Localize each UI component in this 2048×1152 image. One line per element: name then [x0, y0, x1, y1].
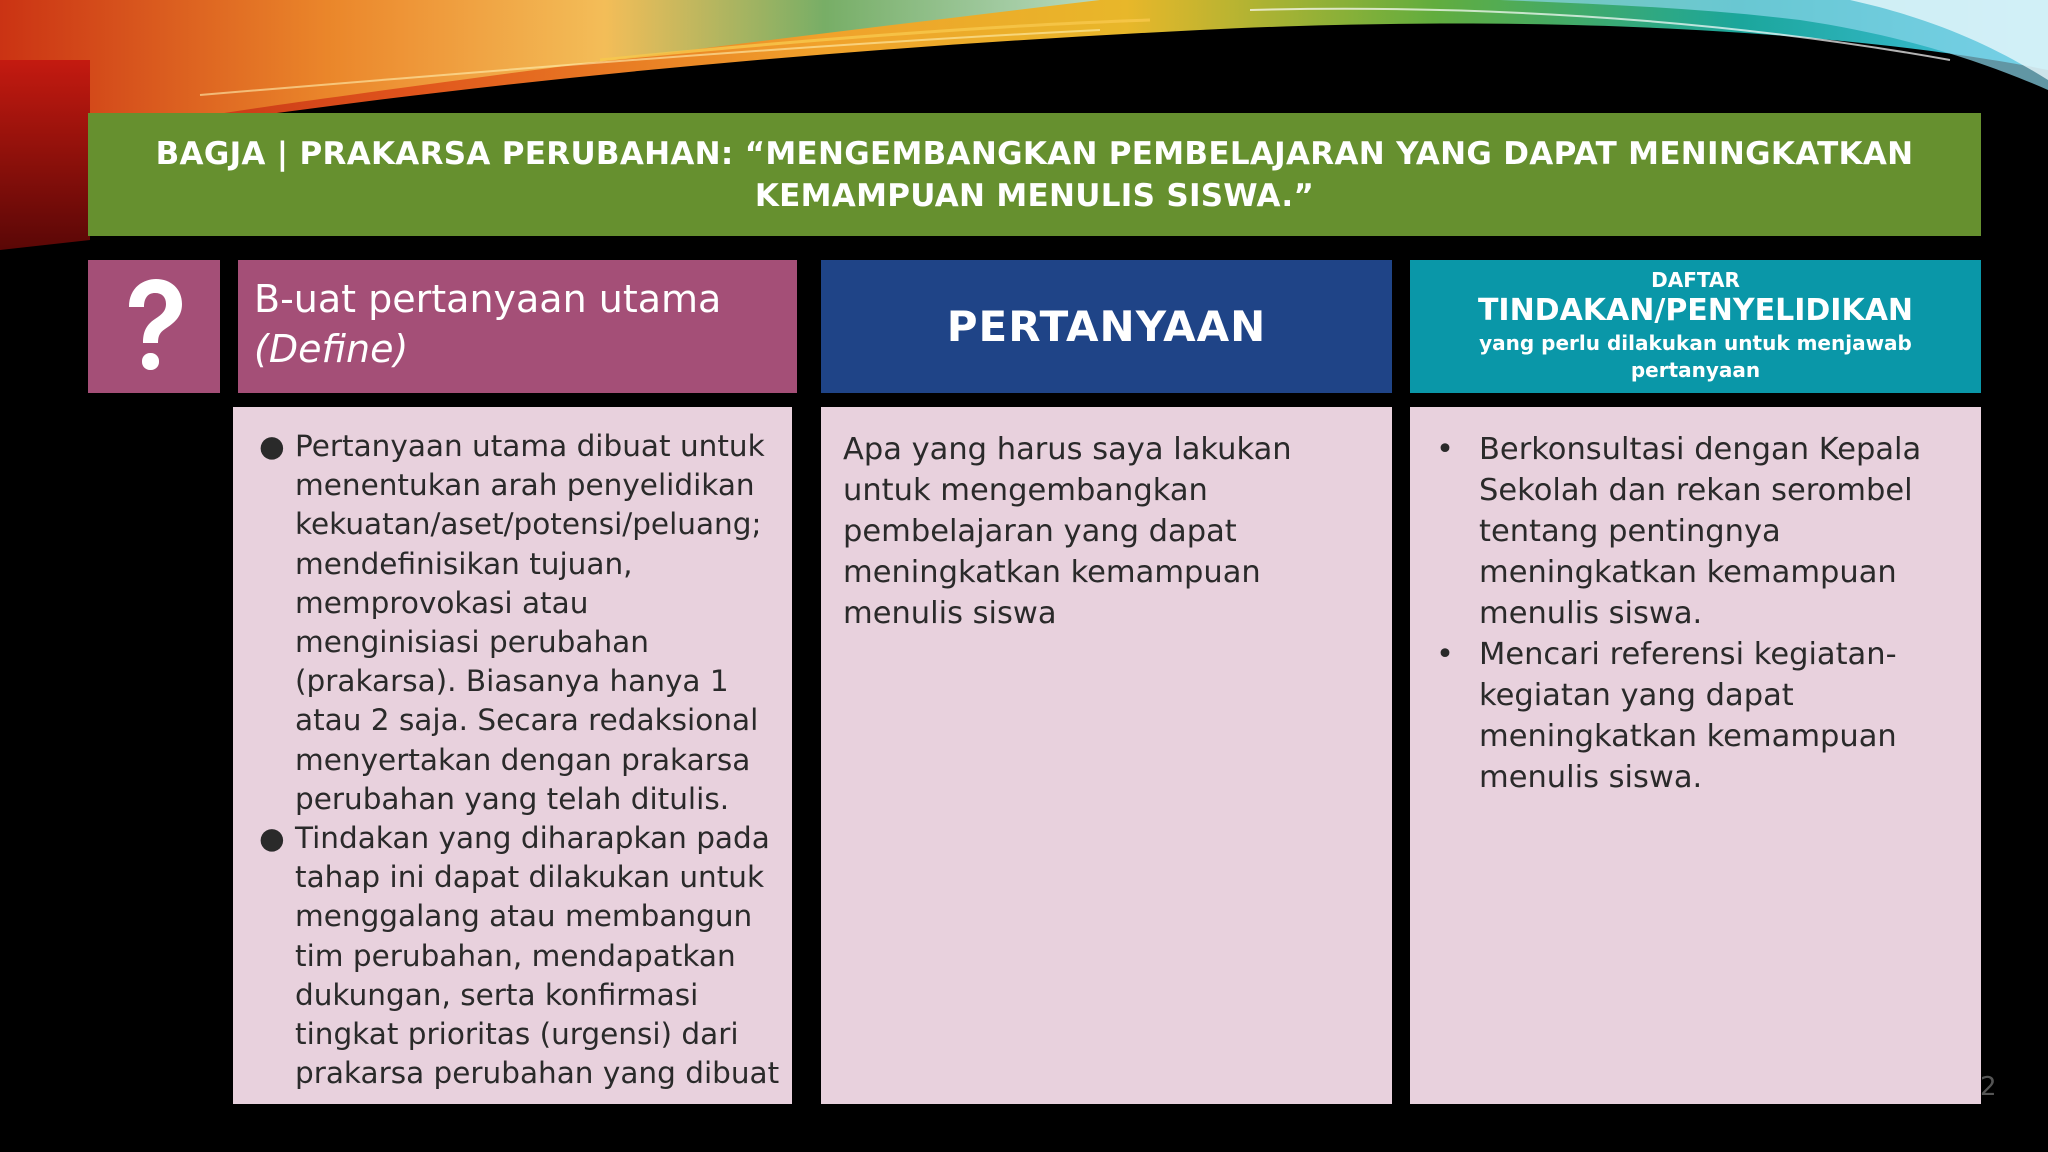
- action-list-header-line2: TINDAKAN/PENYELIDIKAN: [1477, 293, 1914, 328]
- define-header-title: B-uat pertanyaan utama: [254, 277, 722, 321]
- define-body: [233, 407, 792, 1104]
- bullet-icon: •: [1436, 432, 1454, 467]
- action-list-header-line3: yang perlu dilakukan untuk menjawab: [1479, 331, 1912, 355]
- question-mark-icon: [119, 277, 189, 377]
- define-header: [238, 260, 797, 393]
- question-text: Apa yang harus saya lakukan untuk mengembangkan pembelajaran yang dapat meningkatkan kemampuan menulis siswa: [843, 432, 1292, 631]
- question-header: [821, 260, 1392, 393]
- list-item-text: Berkonsultasi dengan Kepala Sekolah dan rekan serombel tentang pentingnya meningkatkan kemampuan menulis siswa.: [1479, 432, 1922, 631]
- list-item: [255, 427, 780, 819]
- define-bullet-list: [255, 427, 780, 1093]
- list-item: [1428, 634, 1967, 798]
- list-item-text: Tindakan yang diharapkan pada tahap ini dapat dilakukan untuk menggalang atau membangun tim perubahan, mendapatkan dukungan, serta konfirmasi tingkat prioritas (urgensi) dari prakarsa perubahan yang dibuat: [295, 821, 780, 1091]
- slide-title-line1: BAGJA | PRAKARSA PERUBAHAN: “MENGEMBANGKAN PEMBELAJARAN YANG DAPAT MENINGKATKAN: [155, 135, 1914, 172]
- slide-title-line2: KEMAMPUAN MENULIS SISWA.”: [754, 177, 1315, 214]
- slide-title: [88, 113, 1981, 236]
- page-number: 2: [1980, 1072, 1997, 1102]
- list-item-text: Mencari referensi kegiatan-kegiatan yang dapat meningkatkan kemampuan menulis siswa.: [1479, 637, 1897, 795]
- question-header-label: PERTANYAAN: [946, 302, 1267, 351]
- define-header-subtitle: (Define): [254, 327, 409, 371]
- question-mark-box: [88, 260, 220, 393]
- bullet-icon: ●: [259, 429, 285, 463]
- list-item-text: Pertanyaan utama dibuat untuk menentukan arah penyelidikan kekuatan/aset/potensi/peluang; mendefinisikan tujuan, memprovokasi atau menginisiasi perubahan (prakarsa). Biasanya hanya 1 atau 2 saja. Secara redaksional menyertakan dengan prakarsa perubahan yang telah ditulis.: [295, 429, 765, 816]
- list-item: [255, 819, 780, 1093]
- question-body: [821, 407, 1392, 1104]
- bullet-icon: ●: [259, 821, 285, 856]
- action-bullet-list: [1428, 429, 1967, 798]
- list-item: [1428, 429, 1967, 634]
- action-list-header-line1: DAFTAR: [1651, 268, 1740, 292]
- action-list-header-line4: pertanyaan: [1630, 358, 1761, 382]
- bullet-icon: •: [1436, 637, 1454, 672]
- action-list-header: [1410, 260, 1981, 393]
- action-list-body: [1410, 407, 1981, 1104]
